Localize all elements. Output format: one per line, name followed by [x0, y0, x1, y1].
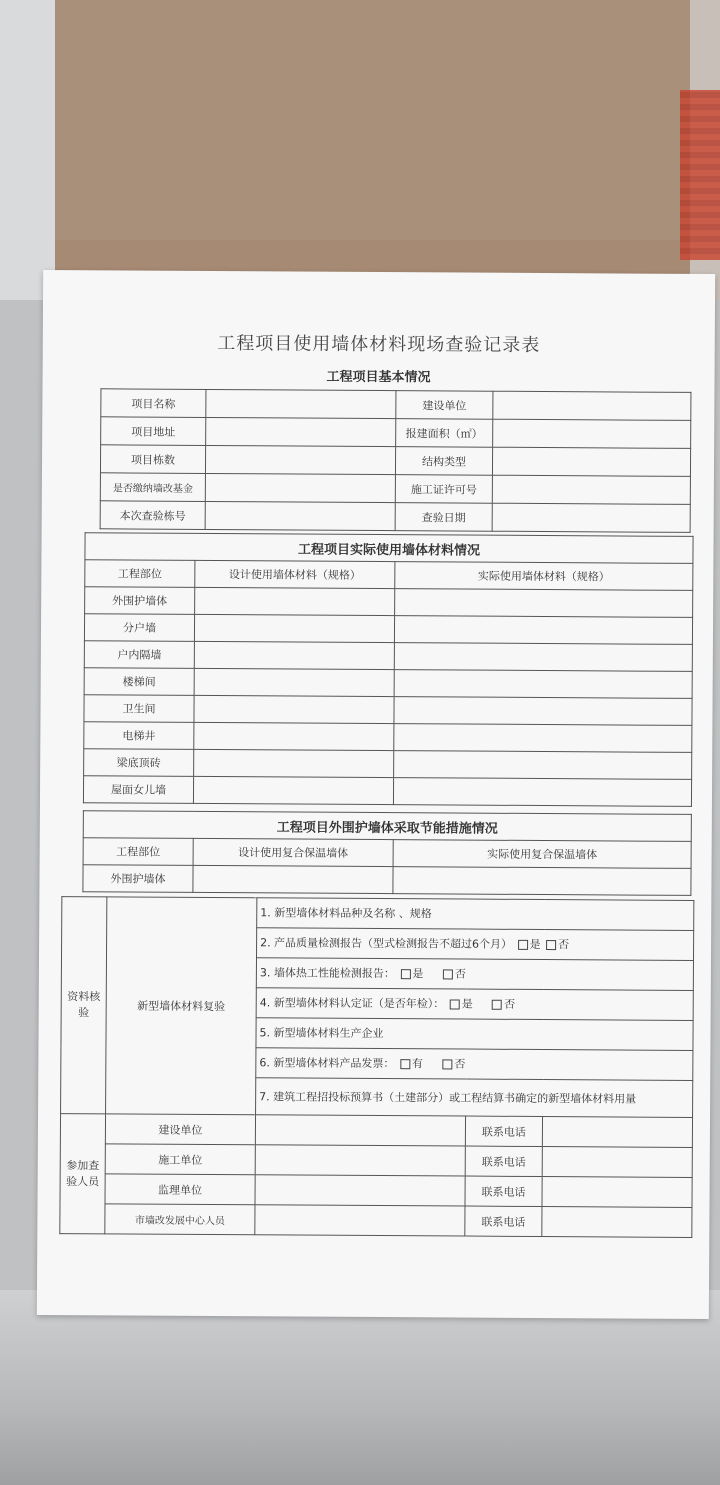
value-cell[interactable]: [542, 1207, 692, 1238]
red-tape: [680, 90, 720, 260]
desk-background: [0, 1290, 720, 1485]
col-part: 工程部位: [85, 560, 195, 588]
table-row: [84, 641, 692, 672]
checkbox-icon[interactable]: [442, 1059, 452, 1069]
checkbox-icon[interactable]: [518, 940, 528, 950]
table-row: [84, 749, 692, 780]
value-cell[interactable]: [194, 749, 394, 777]
part-label: 户内隔墙: [84, 641, 194, 669]
value-cell[interactable]: [255, 1145, 465, 1176]
checkbox-icon[interactable]: [443, 969, 453, 979]
value-cell[interactable]: [395, 589, 693, 618]
value-cell[interactable]: [542, 1177, 692, 1208]
value-cell[interactable]: [542, 1147, 692, 1178]
value-cell[interactable]: [206, 417, 396, 446]
label-project-address: 项目地址: [101, 417, 206, 446]
value-cell[interactable]: [493, 419, 691, 448]
col-design-material: 设计使用墙体材料（规格）: [195, 560, 395, 588]
value-cell[interactable]: [194, 722, 394, 750]
table-row: [84, 668, 692, 699]
value-cell[interactable]: [205, 473, 395, 502]
part-label: 楼梯间: [84, 668, 194, 696]
value-cell[interactable]: [492, 503, 690, 532]
value-cell[interactable]: [194, 695, 394, 723]
label-building-count: 项目栋数: [100, 445, 205, 474]
value-cell[interactable]: [205, 445, 395, 474]
checkbox-icon[interactable]: [450, 999, 460, 1009]
form-paper: [37, 270, 715, 1319]
table-row: [83, 776, 691, 807]
cardboard-background: [0, 0, 720, 300]
checkbox-icon[interactable]: [492, 1000, 502, 1010]
part-label: 卫生间: [84, 695, 194, 723]
actual-materials-table: [83, 532, 694, 807]
part-label: 分户墙: [84, 614, 194, 642]
table-row: [100, 501, 690, 533]
no-label: 否: [558, 938, 570, 952]
table-row: [84, 722, 692, 753]
value-cell[interactable]: [195, 587, 395, 615]
table-row: [101, 389, 691, 421]
col-actual-insulation: 实际使用复合保温墙体: [393, 840, 691, 869]
people-group-label: 参加查验人员: [60, 1114, 106, 1234]
label-inspect-building: 本次查验栋号: [100, 501, 205, 530]
role-label: 监理单位: [105, 1174, 255, 1205]
review-item-5: 5. 新型墙体材料生产企业: [256, 1018, 693, 1051]
review-item-1: 1. 新型墙体材料品种及名称 、规格: [257, 898, 694, 931]
value-cell[interactable]: [194, 668, 394, 696]
label-inspect-date: 查验日期: [395, 503, 492, 532]
role-label: 市墙改发展中心人员: [105, 1204, 255, 1235]
value-cell[interactable]: [394, 670, 692, 699]
value-cell[interactable]: [394, 643, 692, 672]
contact-label: 联系电话: [465, 1206, 542, 1236]
table-row: [84, 614, 692, 645]
no-label: 否: [454, 967, 466, 981]
yes-label: 是: [461, 997, 473, 1011]
basic-info-table: [100, 388, 692, 533]
col-part: 工程部位: [83, 838, 193, 866]
table-row: [100, 445, 690, 477]
review-item-3: 3. 墙体热工性能检测报告：: [259, 966, 395, 981]
value-cell[interactable]: [394, 724, 692, 753]
value-cell[interactable]: [492, 475, 690, 504]
value-cell[interactable]: [493, 391, 691, 420]
table-row: [60, 1174, 692, 1208]
table-row: [85, 560, 693, 591]
table-row: [62, 897, 694, 931]
part-label: 屋面女儿墙: [83, 776, 193, 804]
table-row: [83, 865, 691, 896]
basic-heading: 工程项目基本情况: [326, 369, 431, 386]
col-design-insulation: 设计使用复合保温墙体: [193, 838, 393, 866]
label-structure-type: 结构类型: [395, 447, 492, 476]
value-cell[interactable]: [394, 616, 692, 645]
value-cell[interactable]: [393, 867, 691, 896]
yes-label: 是: [412, 967, 424, 981]
part-label: 梁底顶砖: [84, 749, 194, 777]
value-cell[interactable]: [206, 389, 396, 418]
review-item-2: 2. 产品质量检测报告（型式检测报告不超过6个月）: [260, 936, 513, 951]
table-row: [85, 587, 693, 618]
review-item-7: 7. 建筑工程招投标预算书（土建部分）或工程结算书确定的新型墙体材料用量: [256, 1078, 693, 1118]
no-label: 否: [454, 1057, 466, 1071]
role-label: 建设单位: [105, 1114, 255, 1145]
label-permit-no: 施工证许可号: [395, 475, 492, 504]
review-item-4: 4. 新型墙体材料认定证（是否年检）：: [259, 996, 445, 1011]
cardboard-flap: [55, 0, 690, 240]
value-cell[interactable]: [205, 501, 395, 530]
table-row: [60, 1204, 692, 1238]
label-builder: 建设单位: [396, 391, 493, 420]
part-label: 外围护墙体: [83, 865, 193, 893]
value-cell[interactable]: [394, 697, 692, 726]
label-fund-paid: 是否缴纳墙改基金: [100, 473, 205, 502]
table-row: [60, 1144, 692, 1178]
part-label: 电梯井: [84, 722, 194, 750]
review-group-label: 资料核验: [61, 897, 107, 1114]
have-label: 有: [411, 1057, 423, 1071]
form-title: 工程项目使用墙体材料现场查验记录表: [217, 333, 541, 356]
value-cell[interactable]: [255, 1115, 465, 1146]
role-label: 施工单位: [105, 1144, 255, 1175]
checkbox-icon[interactable]: [546, 940, 556, 950]
value-cell[interactable]: [542, 1117, 692, 1148]
contact-label: 联系电话: [465, 1116, 542, 1146]
value-cell[interactable]: [194, 641, 394, 669]
label-project-name: 项目名称: [101, 389, 206, 418]
table-row: [84, 695, 692, 726]
contact-label: 联系电话: [465, 1146, 542, 1176]
part-label: 外围护墙体: [85, 587, 195, 615]
no-label: 否: [504, 997, 516, 1011]
review-sub-label: 新型墙体材料复验: [106, 897, 257, 1115]
actual-heading: 工程项目实际使用墙体材料情况: [85, 533, 693, 564]
table-row: [60, 1114, 692, 1148]
table-row: [101, 417, 691, 449]
value-cell[interactable]: [393, 778, 691, 807]
value-cell[interactable]: [255, 1205, 465, 1236]
value-cell[interactable]: [194, 614, 394, 642]
yes-label: 是: [529, 937, 541, 952]
checkbox-icon[interactable]: [400, 1059, 410, 1069]
value-cell[interactable]: [193, 865, 393, 893]
energy-measures-table: [82, 810, 692, 896]
value-cell[interactable]: [193, 776, 393, 804]
col-actual-material: 实际使用墙体材料（规格）: [395, 562, 693, 591]
value-cell[interactable]: [492, 447, 690, 476]
energy-heading: 工程项目外围护墙体采取节能措施情况: [83, 811, 691, 842]
contact-label: 联系电话: [465, 1176, 542, 1206]
review-item-6: 6. 新型墙体材料产品发票：: [259, 1056, 395, 1071]
table-row: [100, 473, 690, 505]
label-area: 报建面积（㎡）: [396, 419, 493, 448]
review-table: [59, 896, 694, 1238]
table-row: [83, 838, 691, 869]
value-cell[interactable]: [255, 1175, 465, 1206]
value-cell[interactable]: [394, 751, 692, 780]
checkbox-icon[interactable]: [400, 969, 410, 979]
